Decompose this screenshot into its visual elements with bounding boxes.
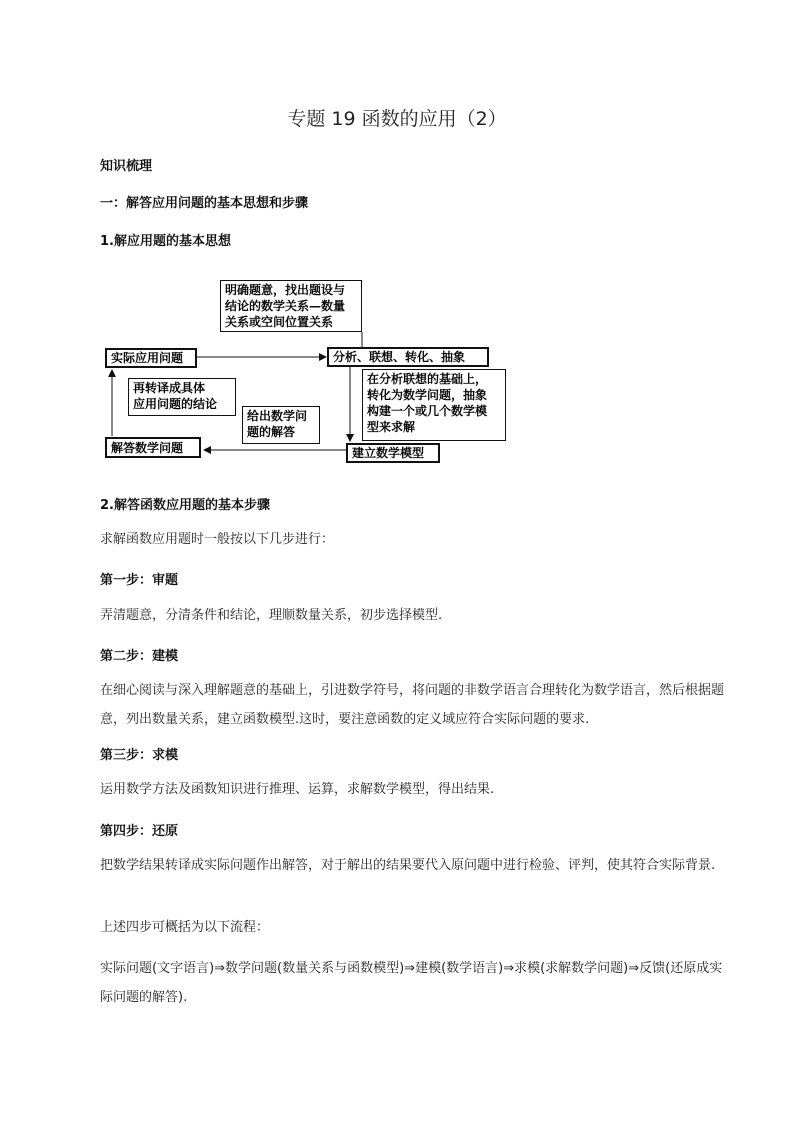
box-actual-problem: 实际应用问题 [105,348,197,368]
box-clarify-relation: 明确题意，找出题设与 结论的数学关系—数量 关系或空间位置关系 [220,280,362,332]
box-build-math-model: 建立数学模型 [346,443,440,463]
section-heading-knowledge: 知识梳理 [100,159,153,174]
flow-summary: 实际问题(文字语言)⇒数学问题(数量关系与函数模型)⇒建模(数学语言)⇒求模(求解数学问题)⇒反馈(还原成实际问题的解答). [100,961,723,1005]
step2-text [100,676,725,734]
step2-paragraph: 在细心阅读与深入理解题意的基础上，引进数学符号，将问题的非数学语言合理转化为数学语言，然后根据题意，列出数量关系，建立函数模型.这时，要注意函数的定义域应符合实际问题的要求. [100,683,725,727]
box-math-answer: 给出数学问 题的解答 [242,406,320,444]
step3-title: 第三步：求模 [100,748,179,763]
step3-text: 运用数学方法及函数知识进行推理、运算，求解数学模型，得出结果. [100,782,495,797]
intro-text: 求解函数应用题时一般按以下几步进行： [100,532,335,547]
box-solve-math-problem: 解答数学问题 [105,437,201,458]
box-retranslate-conclusion: 再转译成具体 应用问题的结论 [128,378,236,416]
section-heading-one: 一：解答应用问题的基本思想和步骤 [100,196,309,211]
step1-text: 弄清题意，分清条件和结论，理顺数量关系，初步选择模型. [100,608,443,623]
subheading-basic-steps: 2.解答函数应用题的基本步骤 [100,498,270,513]
box-build-model-desc: 在分析联想的基础上， 转化为数学问题，抽象 构建一个或几个数学模 型来求解 [362,369,506,441]
box-analyze-abstract: 分析、联想、转化、抽象 [327,347,489,367]
step4-title: 第四步：还原 [100,824,179,839]
subheading-basic-idea: 1.解应用题的基本思想 [100,234,231,249]
step1-title: 第一步：审题 [100,573,179,588]
page-title: 专题 19 函数的应用（2） [287,108,507,130]
summary-intro: 上述四步可概括为以下流程： [100,920,270,935]
step2-title: 第二步：建模 [100,649,179,664]
problem-solving-flowchart [100,278,520,468]
step4-text: 把数学结果转译成实际问题作出解答，对于解出的结果要代入原问题中进行检验、评判，使其符合实际背景. [100,858,716,873]
